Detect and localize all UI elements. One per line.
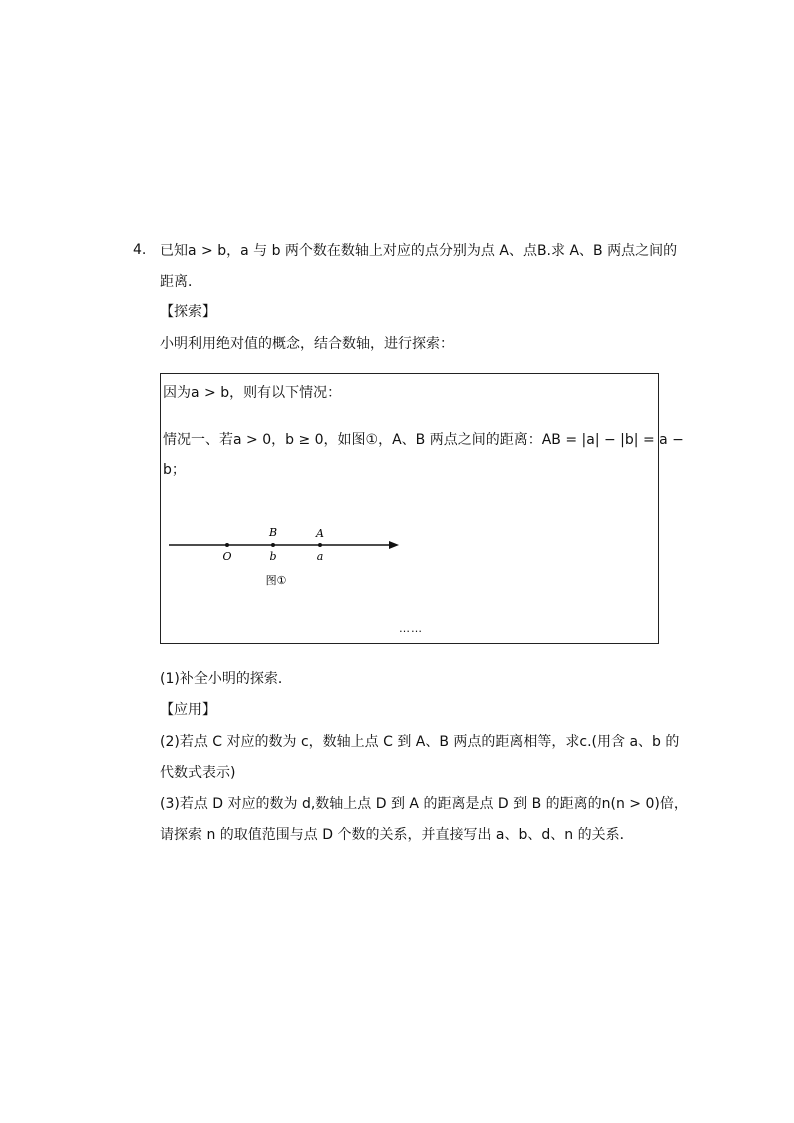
- question-3-line-2: 请探索 n 的取值范围与点 D 个数的关系，并直接写出 a、b、d、n 的关系．: [160, 827, 634, 843]
- origin-label: O: [222, 550, 232, 563]
- problem-statement-line-1: 已知a > b，a 与 b 两个数在数轴上对应的点分别为点 A、点B.求 A、B 两点之间的: [160, 243, 678, 259]
- box-ellipsis: ……: [399, 622, 423, 635]
- question-2-line-2: 代数式表示): [160, 765, 236, 781]
- box-line-1: 因为a > b，则有以下情况：: [163, 385, 342, 401]
- value-a-label: a: [316, 550, 324, 563]
- section-explore-heading: 【探索】: [160, 304, 216, 320]
- number-line-figure: [161, 524, 421, 594]
- number-line-arrow: [389, 541, 399, 549]
- problem-number: 4.: [133, 242, 147, 258]
- exploration-box: [160, 373, 684, 644]
- point-a-label: A: [316, 527, 324, 540]
- question-2-line-1: (2)若点 C 对应的数为 c，数轴上点 C 到 A、B 两点的距离相等，求c.(用含 a、b 的: [160, 734, 680, 750]
- problem-statement-line-2: 距离．: [160, 274, 202, 290]
- value-b-label: b: [269, 550, 277, 563]
- box-line-3: b；: [163, 462, 186, 478]
- point-b-dot: [271, 543, 275, 547]
- question-1: (1)补全小明的探索．: [160, 671, 292, 687]
- point-a-dot: [318, 543, 322, 547]
- section-apply-heading: 【应用】: [160, 702, 216, 718]
- figure-caption: 图①: [265, 574, 287, 587]
- explore-intro: 小明利用绝对值的概念，结合数轴，进行探索：: [160, 336, 454, 352]
- box-line-2: 情况一、若a > 0，b ≥ 0，如图①，A、B 两点之间的距离：AB = |a| − |b| = a −: [163, 432, 684, 448]
- question-3-line-1: (3)若点 D 对应的数为 d,数轴上点 D 到 A 的距离是点 D 到 B 的距离的n(n > 0)倍，: [160, 796, 688, 812]
- point-o-dot: [225, 543, 229, 547]
- point-b-label: B: [268, 526, 278, 539]
